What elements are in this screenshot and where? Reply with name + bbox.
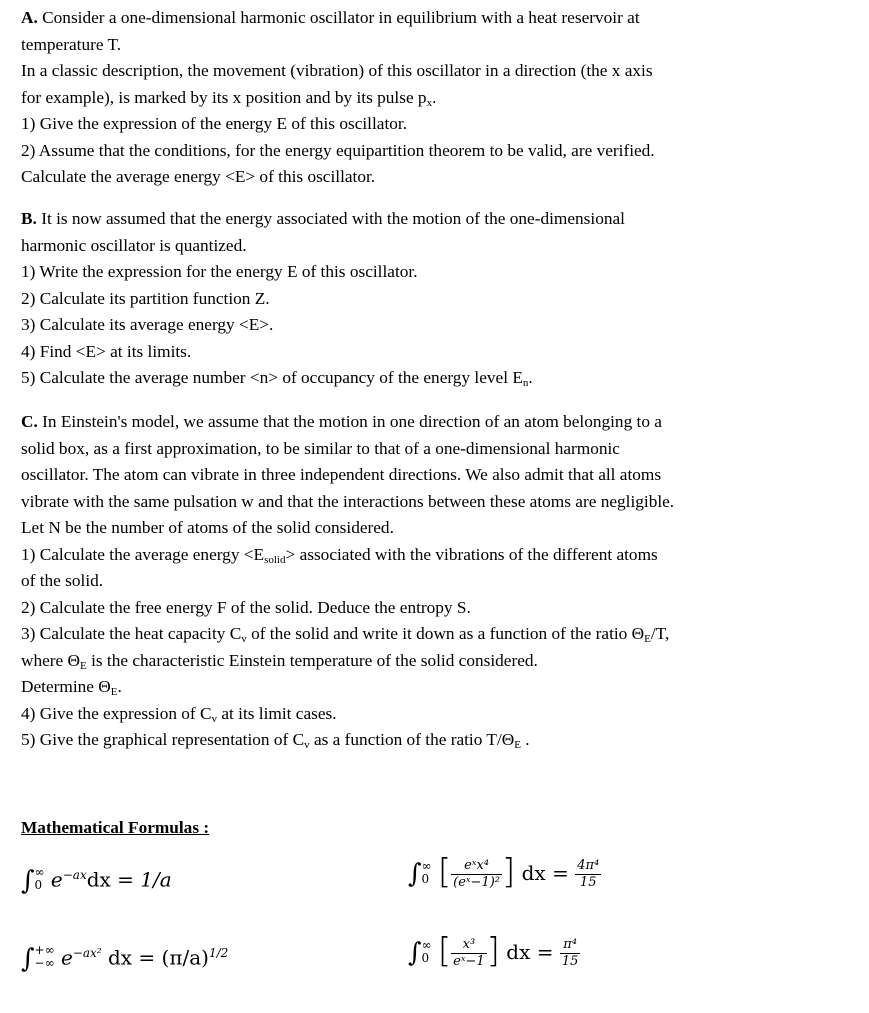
numerator: π⁴ (560, 937, 581, 954)
denominator: 15 (579, 875, 597, 890)
section-a-label: A. (21, 8, 38, 27)
section-c-text: In Einstein's model, we assume that the motion in one direction of an atom belonging to a (42, 412, 662, 431)
section-c-question-3 (21, 621, 851, 648)
text: . (528, 368, 533, 387)
section-c-line-1 (21, 409, 851, 436)
section-a-text: Consider a one-dimensional harmonic oscillator in equilibrium with a heat reservoir at (42, 8, 640, 27)
denominator: 15 (561, 954, 579, 969)
formula-text: dx = (86, 867, 141, 892)
integral-limits (35, 866, 45, 892)
subscript: v (304, 739, 310, 751)
section-b (21, 206, 851, 392)
integrand: e (60, 945, 73, 970)
numerator: 4π⁴ (577, 858, 600, 873)
upper-limit: +∞ (34, 943, 55, 958)
section-a-question-2: 2) Assume that the conditions, for the energy equipartition theorem to be valid, are verified. (21, 140, 655, 160)
section-a-line-7: Calculate the average energy <E> of this oscillator. (21, 167, 376, 186)
subscript: v (241, 633, 247, 645)
formula-4 (408, 931, 580, 972)
exponent: 1/2 (208, 946, 229, 960)
lower-limit: −∞ (34, 956, 55, 971)
section-a-line-3: In a classic description, the movement (vibration) of this oscillator in a direction (the x axis (21, 61, 653, 80)
integral-sign: ∫ (21, 943, 35, 974)
text: 1) Calculate the average energy <E (21, 544, 265, 564)
subscript: E (644, 633, 651, 645)
upper-limit: ∞ (421, 937, 432, 952)
formulas-heading: Mathematical Formulas : (21, 818, 210, 837)
formula-text: dx = (506, 940, 554, 964)
text: as a function of the ratio T/Θ (309, 730, 515, 749)
section-b-question-5 (21, 365, 851, 392)
upper-limit: ∞ (421, 858, 432, 873)
section-a-line-4 (21, 85, 851, 112)
section-c-line-10 (21, 648, 851, 675)
section-c-line-4: vibrate with the same pulsation w and that the interactions between these atoms are negligible. (21, 491, 675, 511)
section-b-line-1 (21, 206, 851, 233)
section-a-line-2: temperature T. (21, 34, 122, 54)
exponent: −ax² (72, 946, 102, 960)
text: 4) Give the expression of C (21, 703, 212, 723)
numerator: x³ (451, 937, 486, 954)
denominator: (eˣ−1)² (453, 875, 500, 890)
subscript: solid (264, 553, 286, 566)
section-b-text: It is now assumed that the energy associated with the motion of the one-dimensional (41, 209, 625, 228)
section-c-question-1 (21, 542, 851, 569)
integral-limits (422, 860, 432, 886)
section-c-line-7: of the solid. (21, 571, 104, 590)
exponent: −ax (62, 868, 87, 882)
numerator: eˣx⁴ (451, 858, 502, 875)
integral-limits (422, 939, 432, 965)
text: where Θ (21, 650, 81, 670)
text: 5) Calculate the average number <n> of occupancy of the energy level E (21, 368, 523, 387)
section-c (21, 409, 851, 754)
subscript: v (211, 712, 218, 725)
section-a-line-1 (21, 5, 851, 32)
section-c-line-5: Let N be the number of atoms of the solid considered. (21, 518, 394, 537)
section-c-line-11 (21, 674, 851, 701)
text: is the characteristic Einstein temperature of the solid considered. (86, 650, 538, 670)
left-bracket: [ (437, 931, 452, 972)
formula-text: dx = (π/a) (107, 945, 209, 970)
section-a-question-1: 1) Give the expression of the energy E of this oscillator. (21, 114, 408, 133)
text: > associated with the vibrations of the different atoms (285, 544, 658, 564)
integral-sign: ∫ (21, 865, 35, 896)
subscript: E (80, 659, 87, 672)
section-c-line-2: solid box, as a first approximation, to be similar to that of a one-dimensional harmonic (21, 438, 620, 458)
subscript: n (522, 377, 529, 389)
section-c-label: C. (21, 412, 38, 431)
text: 5) Give the graphical representation of C (21, 730, 305, 749)
text: of the solid and write it down as a function of the ratio Θ (246, 624, 645, 643)
text: . (520, 730, 530, 749)
formula-2 (21, 940, 228, 972)
section-b-line-2: harmonic oscillator is quantized. (21, 235, 247, 255)
denominator: eˣ−1 (453, 954, 485, 969)
text: . (432, 87, 437, 107)
text: /T, (650, 624, 670, 643)
formula-3 (408, 852, 601, 893)
section-c-question-4 (21, 701, 851, 728)
fraction (451, 858, 502, 891)
integral-sign: ∫ (408, 859, 422, 889)
upper-limit: ∞ (34, 865, 45, 880)
section-b-question-4: 4) Find <E> at its limits. (21, 341, 192, 361)
formula-1 (21, 862, 172, 894)
lower-limit: 0 (421, 950, 430, 965)
text: . (117, 677, 122, 696)
section-c-line-3: oscillator. The atom can vibrate in three independent directions. We also admit that all atoms (21, 465, 662, 484)
right-bracket: ] (486, 931, 500, 972)
section-b-question-1: 1) Write the expression for the energy E of this oscillator. (21, 262, 418, 281)
integral-limits (35, 944, 55, 970)
section-b-label: B. (21, 209, 37, 228)
result-fraction (560, 937, 581, 970)
text: Determine Θ (21, 677, 111, 696)
fraction (451, 937, 486, 970)
subscript: E (514, 739, 521, 751)
integrand: e (50, 867, 63, 892)
section-a (21, 5, 851, 191)
section-b-question-2: 2) Calculate its partition function Z. (21, 288, 270, 308)
left-bracket: [ (437, 852, 452, 893)
subscript: x (426, 96, 433, 109)
text: for example), is marked by its x position and by its pulse p (21, 87, 427, 107)
result: 1/a (140, 867, 172, 892)
text: 3) Calculate the heat capacity C (21, 624, 242, 643)
result-fraction (575, 858, 601, 891)
integral-sign: ∫ (408, 938, 422, 968)
text: at its limit cases. (217, 703, 337, 723)
formula-text: dx = (521, 861, 569, 885)
section-c-question-5 (21, 727, 851, 754)
lower-limit: 0 (34, 878, 43, 893)
lower-limit: 0 (421, 871, 430, 886)
subscript: E (110, 686, 118, 698)
section-b-question-3: 3) Calculate its average energy <E>. (21, 315, 274, 334)
section-c-question-2: 2) Calculate the free energy F of the solid. Deduce the entropy S. (21, 597, 471, 617)
right-bracket: ] (502, 852, 516, 893)
